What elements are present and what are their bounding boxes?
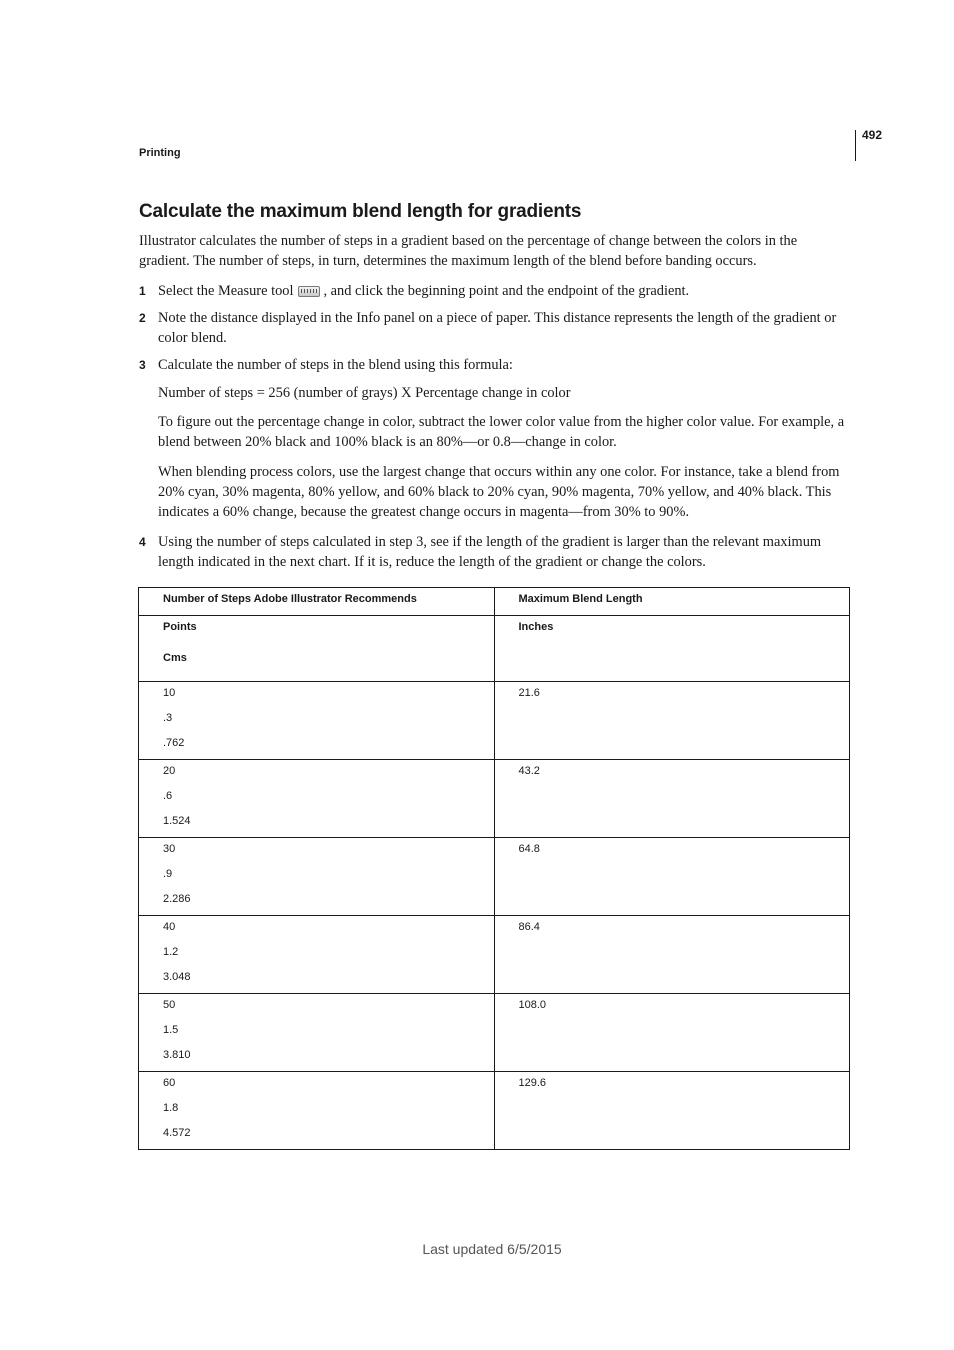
cell-value: 108.0 bbox=[518, 999, 547, 1011]
cell-value: 1.5 bbox=[163, 1024, 179, 1036]
formula: Number of steps = 256 (number of grays) X Percentage change in color bbox=[158, 385, 571, 401]
step-text: Using the number of steps calculated in step 3, see if the length of the gradient is larger than the relevant maximum length indicated in the next chart. If it is, reduce the length of the gradient or change the colors. bbox=[158, 534, 822, 570]
cell-value: .6 bbox=[163, 790, 173, 802]
step-1 bbox=[139, 281, 851, 301]
blend-length-table bbox=[138, 587, 850, 1150]
cell-value: .3 bbox=[163, 712, 173, 724]
cell-value: 3.048 bbox=[163, 971, 191, 983]
cell-value: 4.572 bbox=[163, 1127, 191, 1139]
step-text: Calculate the number of steps in the blend using this formula: bbox=[158, 357, 513, 373]
table-cell bbox=[139, 916, 495, 994]
column-header: Maximum Blend Length bbox=[494, 588, 850, 616]
table-cell bbox=[139, 838, 495, 916]
table-cell bbox=[494, 616, 850, 682]
table-row bbox=[139, 760, 850, 838]
table-cell bbox=[494, 1072, 850, 1150]
table-cell bbox=[494, 838, 850, 916]
subheader-cms: Cms bbox=[163, 652, 187, 664]
cell-value: .762 bbox=[163, 737, 185, 749]
table-row bbox=[139, 994, 850, 1072]
table-header-row bbox=[139, 588, 850, 616]
footer-last-updated: Last updated 6/5/2015 bbox=[422, 1241, 562, 1257]
cell-value: 86.4 bbox=[518, 921, 540, 933]
cell-value: 30 bbox=[163, 843, 176, 855]
cell-value: 60 bbox=[163, 1077, 176, 1089]
table-row bbox=[139, 838, 850, 916]
table-cell bbox=[139, 1072, 495, 1150]
page-title: Calculate the maximum blend length for gradients bbox=[139, 201, 582, 222]
table-cell bbox=[494, 916, 850, 994]
cell-value: 40 bbox=[163, 921, 176, 933]
section-label: Printing bbox=[139, 147, 181, 159]
page-number: 492 bbox=[862, 128, 883, 142]
cell-value: 64.8 bbox=[518, 843, 540, 855]
step-3-paragraph-1: To figure out the percentage change in color, subtract the lower color value from the higher color value. For example, a blend between 20% black and 100% black is an 80%—or 0.8—change in color. bbox=[158, 414, 845, 450]
step-number: 1 bbox=[139, 284, 146, 298]
intro-paragraph: Illustrator calculates the number of steps in a gradient based on the percentage of change between the colors in the gradient. The number of steps, in turn, determines the maximum length of the blend before banding occurs. bbox=[139, 233, 798, 269]
table-row bbox=[139, 1072, 850, 1150]
table-cell bbox=[494, 682, 850, 760]
table-subheader-row bbox=[139, 616, 850, 682]
table-row bbox=[139, 682, 850, 760]
step-number: 2 bbox=[139, 311, 146, 325]
table-cell bbox=[494, 760, 850, 838]
step-3-paragraph-2: When blending process colors, use the largest change that occurs within any one color. For instance, take a blend from 20% cyan, 30% magenta, 80% yellow, and 60% black to 20% cyan, 90% magenta, 70% yellow, and 40% black. This indicates a 60% change, because the greatest change occurs in magenta—from 30% to 90%. bbox=[158, 464, 840, 520]
table-cell bbox=[139, 616, 495, 682]
cell-value: .9 bbox=[163, 868, 173, 880]
table-cell bbox=[494, 994, 850, 1072]
table-row bbox=[139, 916, 850, 994]
step-3 bbox=[139, 355, 851, 375]
cell-value: 1.524 bbox=[163, 815, 191, 827]
table-cell bbox=[139, 760, 495, 838]
cell-value: 50 bbox=[163, 999, 176, 1011]
cell-value: 1.2 bbox=[163, 946, 179, 958]
subheader-points: Points bbox=[163, 621, 197, 633]
step-number: 3 bbox=[139, 358, 146, 372]
step-text: Select the Measure tool bbox=[158, 283, 294, 299]
cell-value: 129.6 bbox=[518, 1077, 547, 1089]
cell-value: 3.810 bbox=[163, 1049, 191, 1061]
step-2 bbox=[139, 308, 851, 348]
cell-value: 20 bbox=[163, 765, 176, 777]
step-text: Note the distance displayed in the Info panel on a piece of paper. This distance represents the length of the gradient or color blend. bbox=[158, 310, 837, 346]
table-cell bbox=[139, 682, 495, 760]
cell-value: 43.2 bbox=[518, 765, 540, 777]
cell-value: 1.8 bbox=[163, 1102, 179, 1114]
step-4 bbox=[139, 532, 851, 572]
table-cell bbox=[139, 994, 495, 1072]
column-header: Number of Steps Adobe Illustrator Recommends bbox=[139, 588, 495, 616]
cell-value: 21.6 bbox=[518, 687, 540, 699]
cell-value: 2.286 bbox=[163, 893, 191, 905]
step-text: , and click the beginning point and the endpoint of the gradient. bbox=[323, 283, 690, 299]
page-number-rule bbox=[855, 130, 856, 161]
ruler-icon bbox=[298, 286, 320, 297]
cell-value: 10 bbox=[163, 687, 176, 699]
step-number: 4 bbox=[139, 535, 146, 549]
subheader-inches: Inches bbox=[518, 621, 554, 633]
